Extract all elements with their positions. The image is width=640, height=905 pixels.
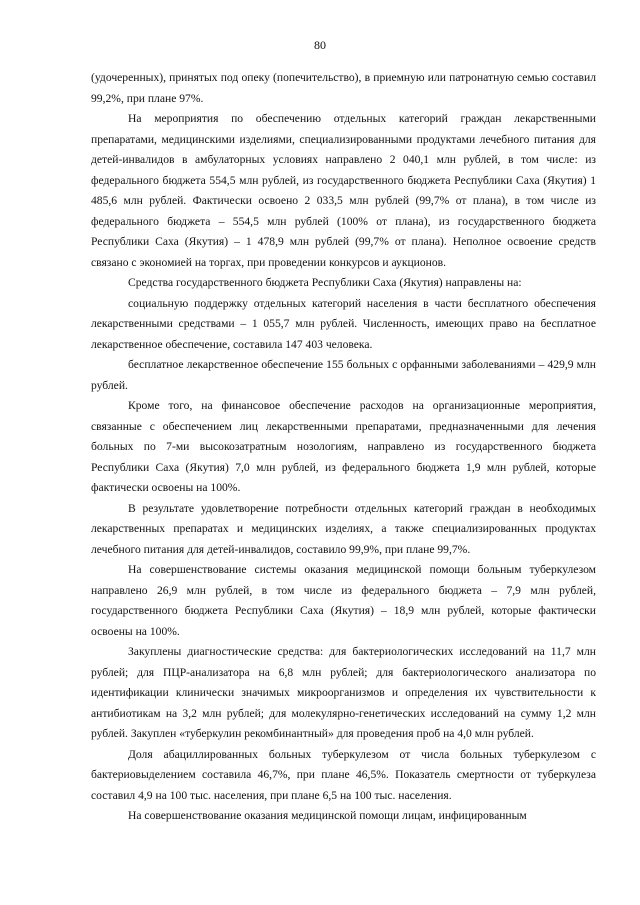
paragraph: На совершенствование системы оказания медицинской помощи больным туберкулезом направлено 26,9 млн рублей, в том числе из федерального бюджета – 7,9 млн рублей, государственного бюджета Республики Саха (Якутия) – 18,9 млн рублей, которые фактически освоены на 100%. (91, 563, 596, 638)
paragraph: В результате удовлетворение потребности отдельных категорий граждан в необходимых лекарственных препаратах и медицинских изделиях, а также специализированных продуктах лечебного питания для детей-инвалидов, составило 99,9%, при плане 99,7%. (91, 501, 596, 556)
paragraph: Кроме того, на финансовое обеспечение расходов на организационные мероприятия, связанные с обеспечением лиц лекарственными препаратами, предназначенными для лечения больных по 7-ми высокозатратным нозологиям, направлено из государственного бюджета Республики Саха (Якутия) 7,0 млн рублей, из федерального бюджета 1,9 млн рублей, которые фактически освоены на 100%. (91, 399, 596, 494)
paragraph: Закуплены диагностические средства: для бактериологических исследований на 11,7 млн рублей; для ПЦР-анализатора на 6,8 млн рублей; для бактериологического анализатора по идентификации клинически значимых микроорганизмов и определения их чувствительности к антибиотикам на 3,2 млн рублей; для молекулярно-генетических исследований на сумму 1,2 млн рублей. Закуплен «туберкулин рекомбинантный» для проведения проб на 4,0 млн рублей. (91, 645, 596, 740)
paragraph: (удочеренных), принятых под опеку (попечительство), в приемную или патронатную семью составил 99,2%, при плане 97%. (91, 71, 596, 105)
page-number: 80 (314, 38, 326, 52)
paragraph: Средства государственного бюджета Республики Саха (Якутия) направлены на: (128, 276, 522, 289)
document-body (91, 68, 596, 827)
paragraph: На мероприятия по обеспечению отдельных категорий граждан лекарственными препаратами, медицинскими изделиями, специализированными продуктами лечебного питания для детей-инвалидов в амбулаторных условиях направлено 2 040,1 млн рублей, в том числе: из федерального бюджета 554,5 млн рублей, из государственного бюджета Республики Саха (Якутия) 1 485,6 млн рублей. Фактически освоено 2 033,5 млн рублей (99,7% от плана), в том числе из федерального бюджета – 554,5 млн рублей (100% от плана), из государственного бюджета Республики Саха (Якутия) – 1 478,9 млн рублей (99,7% от плана). Неполное освоение средств связано с экономией на торгах, при проведении конкурсов и аукционов. (91, 112, 596, 269)
paragraph: бесплатное лекарственное обеспечение 155 больных с орфанными заболеваниями – 429,9 млн рублей. (91, 358, 596, 392)
paragraph: На совершенствование оказания медицинской помощи лицам, инфицированным (128, 809, 527, 822)
paragraph: социальную поддержку отдельных категорий населения в части бесплатного обеспечения лекарственными средствами – 1 055,7 млн рублей. Численность, имеющих право на бесплатное лекарственное обеспечение, составила 147 403 человека. (91, 296, 596, 351)
paragraph: Доля абациллированных больных туберкулезом от числа больных туберкулезом с бактериовыделением составила 46,7%, при плане 46,5%. Показатель смертности от туберкулеза составил 4,9 на 100 тыс. населения, при плане 6,5 на 100 тыс. населения. (91, 747, 596, 802)
